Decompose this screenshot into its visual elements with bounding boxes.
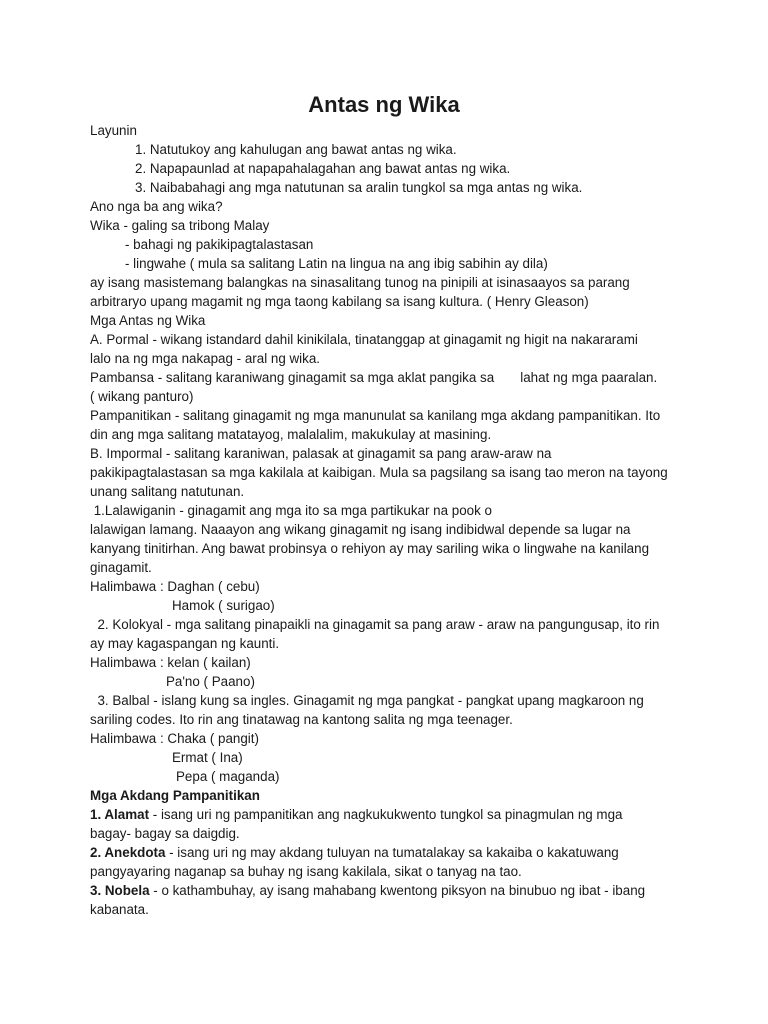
text-line: - lingwahe ( mula sa salitang Latin na lingua na ang ibig sabihin ay dila) <box>125 256 548 271</box>
text-line: Pampanitikan - salitang ginagamit ng mga manunulat sa kanilang mga akdang pampanitikan. Ito <box>90 408 661 423</box>
text-line: Halimbawa : Daghan ( cebu) <box>90 579 260 594</box>
text-line: 1.Lalawiganin - ginagamit ang mga ito sa mga partikukar na pook o <box>90 503 492 518</box>
text-line: unang salitang natutunan. <box>90 484 245 499</box>
text-line: bagay- bagay sa daigdig. <box>90 826 240 841</box>
text-line: Mga Antas ng Wika <box>90 313 206 328</box>
text-line: pangyayaring naganap sa buhay ng isang kakilala, sikat o tanyag na tao. <box>90 864 522 879</box>
text-line: lalo na ng mga nakapag - aral ng wika. <box>90 351 321 366</box>
text-line: kabanata. <box>90 902 149 917</box>
text-line: 1. Natutukoy ang kahulugan ang bawat antas ng wika. <box>135 142 457 157</box>
document-title: Antas ng Wika <box>308 92 460 117</box>
text-line: - bahagi ng pakikipagtalastasan <box>125 237 314 252</box>
text-line: A. Pormal - wikang istandard dahil kinikilala, tinatanggap at ginagamit ng higit na nakararami <box>90 332 638 347</box>
section-heading: Mga Akdang Pampanitikan <box>90 788 260 803</box>
text-line: 3. Balbal - islang kung sa ingles. Ginagamit ng mga pangkat - pangkat upang magkaroon ng <box>90 693 644 708</box>
text-line: 1. Alamat - isang uri ng pampanitikan ang nagkukukwento tungkol sa pinagmulan ng mga <box>90 807 623 822</box>
text-line: Pa'no ( Paano) <box>166 674 255 689</box>
text-line: ( wikang panturo) <box>90 389 194 404</box>
text-line: Ano nga ba ang wika? <box>90 199 223 214</box>
text-line: sariling codes. Ito rin ang tinatawag na kantong salita ng mga teenager. <box>90 712 513 727</box>
text-line: 2. Napapaunlad at napapahalagahan ang bawat antas ng wika. <box>135 161 511 176</box>
text-line: ginagamit. <box>90 560 152 575</box>
text-line: Pepa ( maganda) <box>176 769 280 784</box>
text-line: din ang mga salitang matatayog, malalalim, makukulay at masining. <box>90 427 492 442</box>
text-line: Ermat ( Ina) <box>172 750 243 765</box>
text-line: 2. Kolokyal - mga salitang pinapaikli na ginagamit sa pang araw - araw na pangungusap, ito rin <box>90 617 660 632</box>
text-line: Hamok ( surigao) <box>172 598 275 613</box>
text-line: B. Impormal - salitang karaniwan, palasak at ginagamit sa pang araw-araw na <box>90 446 552 461</box>
text-line: ay isang masistemang balangkas na sinasalitang tunog na pinipili at isinasaayos sa parang <box>90 275 630 290</box>
text-line: ay may kagaspangan ng kaunti. <box>90 636 280 651</box>
text-line: pakikipagtalastasan sa mga kakilala at kaibigan. Mula sa pagsilang sa isang tao meron na tayong <box>90 465 668 480</box>
text-line: Halimbawa : kelan ( kailan) <box>90 655 251 670</box>
text-line: 3. Naibabahagi ang mga natutunan sa aralin tungkol sa mga antas ng wika. <box>135 180 583 195</box>
text-line: 2. Anekdota - isang uri ng may akdang tuluyan na tumatalakay sa kakaiba o kakatuwang <box>90 845 619 860</box>
text-line: Wika - galing sa tribong Malay <box>90 218 270 233</box>
text-line: Pambansa - salitang karaniwang ginagamit sa mga aklat pangika sa lahat ng mga paaralan. <box>90 370 658 385</box>
text-line: arbitraryo upang magamit ng mga taong kabilang sa isang kultura. ( Henry Gleason) <box>90 294 589 309</box>
text-line: Halimbawa : Chaka ( pangit) <box>90 731 259 746</box>
text-line: 3. Nobela - o kathambuhay, ay isang mahabang kwentong piksyon na binubuo ng ibat - ibang <box>90 883 646 898</box>
text-line: kanyang tinitirhan. Ang bawat probinsya o rehiyon ay may sariling wika o lingwahe na kanilang <box>90 541 650 556</box>
text-line: lalawigan lamang. Naaayon ang wikang ginagamit ng isang indibidwal depende sa lugar na <box>90 522 631 537</box>
text-line: Layunin <box>90 123 137 138</box>
